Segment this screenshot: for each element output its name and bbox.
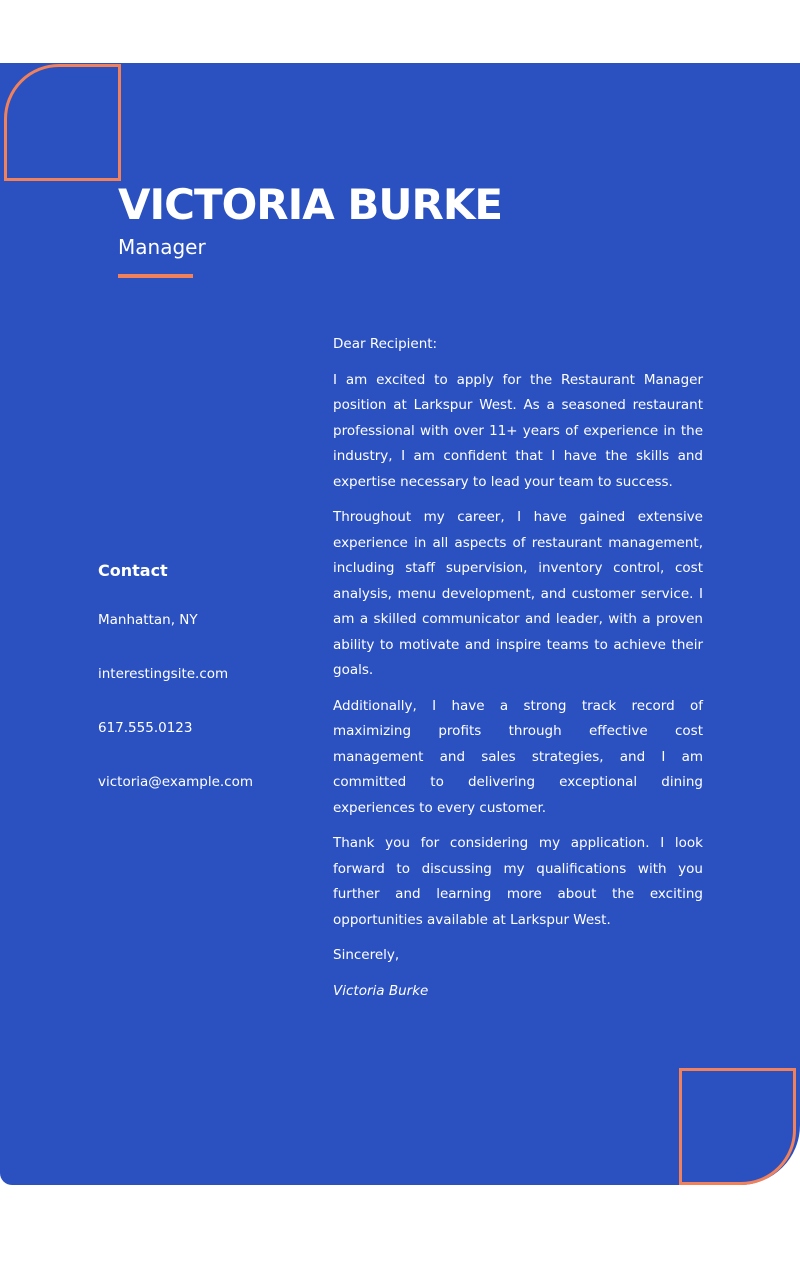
letter-body [333,332,703,1014]
letter-paragraph-4: Thank you for considering my application. I look forward to discussing my qualifications with you further and learning more about the exciting opportunities available at Larkspur West. [333,835,703,928]
contact-section [98,561,313,829]
applicant-name: VICTORIA BURKE [118,180,503,229]
contact-phone: 617.555.0123 [98,720,193,736]
contact-website: interestingsite.com [98,666,229,682]
contact-email: victoria@example.com [98,774,254,790]
contact-heading: Contact [98,561,168,580]
top-left-corner-decoration [4,64,121,181]
contact-location: Manhattan, NY [98,612,198,628]
bottom-right-corner-decoration [679,1068,796,1185]
letter-paragraph-2: Throughout my career, I have gained extensive experience in all aspects of restaurant management, including staff supervision, inventory control, cost analysis, menu development, and customer service. I am a skilled communicator and leader, with a proven ability to motivate and inspire teams to achieve their goals. [333,509,703,678]
cover-letter-card [0,63,800,1185]
letter-signature: Victoria Burke [333,982,429,999]
letter-paragraph-3: Additionally, I have a strong track record of maximizing profits through effective cost management and sales strategies, and I am committed to delivering exceptional dining experiences to every customer. [333,697,703,816]
letter-paragraph-1: I am excited to apply for the Restaurant Manager position at Larkspur West. As a seasoned restaurant professional with over 11+ years of experience in the industry, I am confident that I have the skills and expertise necessary to lead your team to success. [333,371,703,490]
letter-closing: Sincerely, [333,947,400,963]
letter-salutation: Dear Recipient: [333,336,438,352]
accent-underline [118,274,193,278]
job-title: Manager [118,235,206,259]
